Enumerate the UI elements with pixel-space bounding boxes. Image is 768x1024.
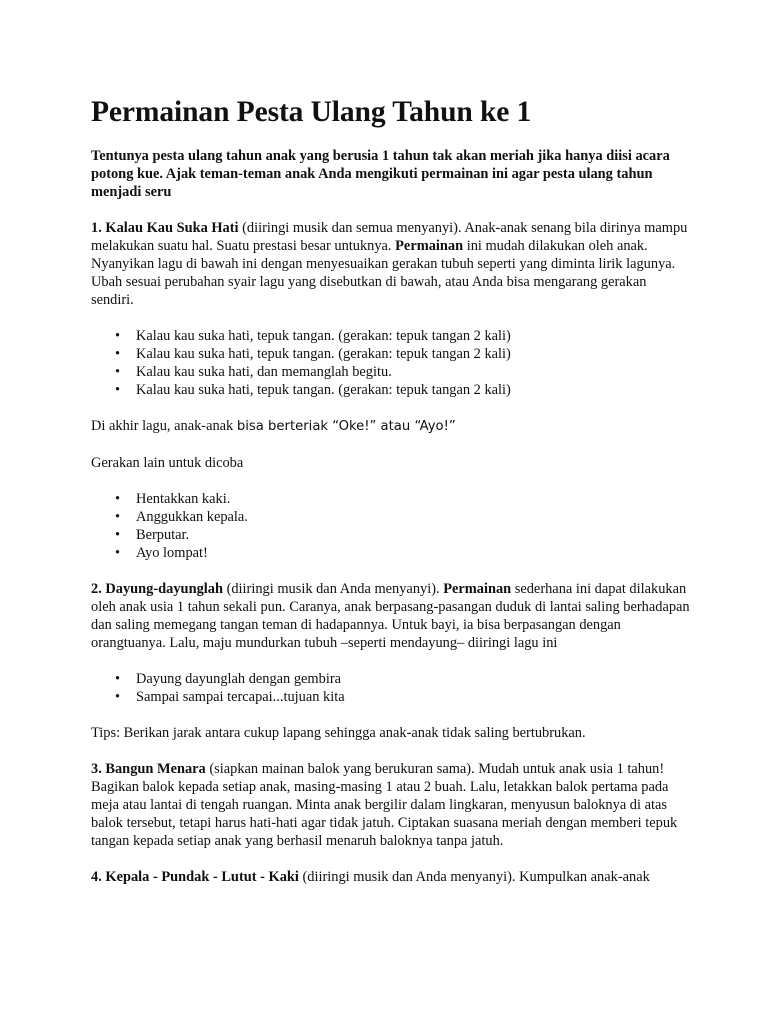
list-item: • Berputar. [136,526,691,544]
list-item: • Ayo lompat! [136,544,691,562]
list-item: • Kalau kau suka hati, tepuk tangan. (gerakan: tepuk tangan 2 kali) [136,327,691,345]
song-ending-paragraph [91,417,691,436]
section-3-text: (siapkan mainan balok yang berukuran sama). Mudah untuk anak usia 1 tahun! Bagikan balok kepada setiap anak, masing-masing 1 atau 2 buah. Lalu, letakkan balok pertama pada meja atau lantai di tengah ruangan. Minta anak bergilir dalam lingkaran, menyusun baloknya di atas balok tersebut, tetapi harus hati-hati agar tidak jatuh. Ciptakan suasana meriah dengan memberi tepuk tangan kepada setiap anak yang berhasil menaruh baloknya tanpa jatuh. [91,761,678,849]
section-2-text-b: sederhana ini dapat dilakukan oleh anak usia 1 tahun sekali pun. Caranya, anak berpasang-pasangan duduk di lantai saling berhadapan dan saling memegang tangan teman di hadapannya. Untuk bayi, ia bisa berpasangan dengan orangtuanya. Lalu, maju mundurkan tubuh –seperti mendayung– diiringi lagu ini [91,581,690,651]
section-1-bold-word: Permainan [395,238,464,254]
list-item: • Kalau kau suka hati, tepuk tangan. (gerakan: tepuk tangan 2 kali) [136,381,691,399]
section-3-paragraph [91,760,691,850]
song-ending-text-a: Di akhir lagu, anak-anak [91,418,237,434]
list-item: • Dayung dayunglah dengan gembira [136,670,691,688]
other-moves-list [91,490,691,562]
page-title: Permainan Pesta Ulang Tahun ke 1 [91,96,532,128]
section-2-heading: 2. Dayung-dayunglah [91,581,223,597]
document-page [91,94,691,886]
song-ending-text-b: bisa berteriak “Oke!” atau “Ayo!” [236,419,456,434]
section-4-text: (diiringi musik dan Anda menyanyi). Kumpulkan anak-anak [298,869,650,885]
list-item: • Hentakkan kaki. [136,490,691,508]
list-item: • Sampai sampai tercapai...tujuan kita [136,688,691,706]
section-1-text-b: ini mudah dilakukan oleh anak. Nyanyikan lagu di bawah ini dengan menyesuaikan gerakan tubuh seperti yang diminta lirik lagunya. Ubah sesuai perubahan syair lagu yang disebutkan di bawah, atau Anda bisa mengarang gerakan sendiri. [91,238,676,308]
section-2-paragraph [91,580,691,652]
section-2-bold-word: Permainan [443,581,512,597]
other-moves-label: Gerakan lain untuk dicoba [91,455,244,471]
tips-paragraph: Tips: Berikan jarak antara cukup lapang sehingga anak-anak tidak saling bertubrukan. [91,725,586,741]
section-1-song-list [91,327,691,399]
list-item: • Kalau kau suka hati, tepuk tangan. (gerakan: tepuk tangan 2 kali) [136,345,691,363]
list-item: • Kalau kau suka hati, dan memanglah begitu. [136,363,691,381]
section-1-paragraph [91,219,691,309]
section-1-text-a: (diiringi musik dan semua menyanyi). Anak-anak senang bila dirinya mampu melakukan suatu hal. Suatu prestasi besar untuknya. [91,220,688,254]
section-2-song-list [91,670,691,706]
section-4-heading: 4. Kepala - Pundak - Lutut - Kaki [91,869,299,885]
section-1-heading: 1. Kalau Kau Suka Hati [91,220,239,236]
intro-paragraph: Tentunya pesta ulang tahun anak yang berusia 1 tahun tak akan meriah jika hanya diisi acara potong kue. Ajak teman-teman anak Anda mengikuti permainan ini agar pesta ulang tahun menjadi seru [91,148,670,200]
section-3-heading: 3. Bangun Menara [91,761,206,777]
section-4-paragraph [91,868,691,886]
section-2-text-a: (diiringi musik dan Anda menyanyi). [222,581,444,597]
list-item: • Anggukkan kepala. [136,508,691,526]
